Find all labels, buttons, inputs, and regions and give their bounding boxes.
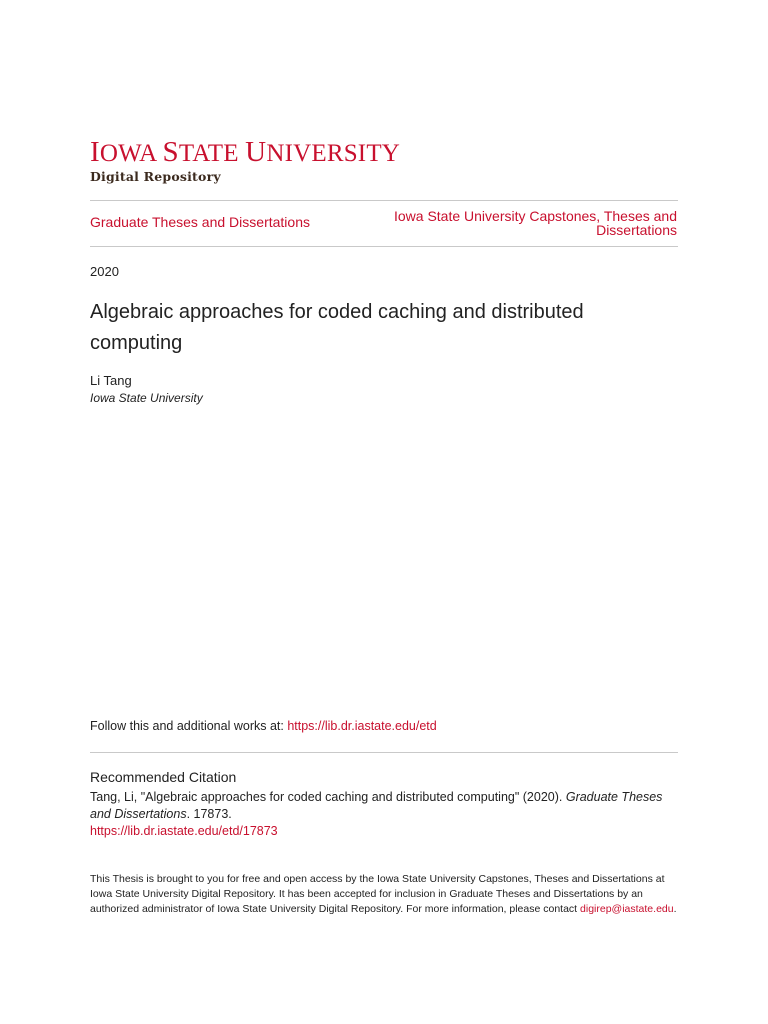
citation-text xyxy=(90,789,680,840)
logo-title xyxy=(90,138,400,168)
divider-top xyxy=(90,200,678,201)
follow-text: Follow this and additional works at: xyxy=(90,719,288,733)
citation-prefix: Tang, Li, "Algebraic approaches for coded caching and distributed computing" (2020). xyxy=(90,790,566,804)
divider-bottom xyxy=(90,752,678,753)
citation-suffix: . 17873. xyxy=(186,807,232,821)
thesis-title: Algebraic approaches for coded caching and distributed computing xyxy=(90,301,584,354)
series-link-capstones[interactable]: Iowa State University Capstones, Theses and Dissertations xyxy=(393,208,677,238)
publication-year: 2020 xyxy=(90,264,119,279)
logo-word: TATE xyxy=(178,140,246,167)
logo-letter: U xyxy=(245,136,267,168)
notice-text: This Thesis is brought to you for free and open access by the Iowa State University Capstones, Theses and Dissertations at Iowa State University Digital Repository. It has been accepted for inclusion in Graduate Theses and Dissertations by an authorized administrator of Iowa State University Digital Repository. For more information, please contact xyxy=(90,873,665,915)
series-link-graduate-theses[interactable]: Graduate Theses and Dissertations xyxy=(90,214,310,230)
citation-link[interactable]: https://lib.dr.iastate.edu/etd/17873 xyxy=(90,824,278,838)
recommended-citation-heading: Recommended Citation xyxy=(90,769,237,785)
citation-journal: Graduate Theses and Dissertations xyxy=(90,790,663,821)
follow-line xyxy=(90,719,437,733)
notice-end: . xyxy=(673,903,677,915)
author-affiliation: Iowa State University xyxy=(90,391,203,405)
logo-letter: I xyxy=(90,136,100,168)
logo-letter: S xyxy=(162,136,179,168)
divider-series xyxy=(90,246,678,247)
logo-word: OWA xyxy=(99,140,163,167)
etd-link[interactable]: https://lib.dr.iastate.edu/etd xyxy=(287,719,437,733)
author-name: Li Tang xyxy=(90,373,132,388)
repository-logo xyxy=(90,138,400,184)
contact-email-link[interactable]: digirep@iastate.edu xyxy=(580,903,674,915)
logo-subtitle: Digital Repository xyxy=(90,169,221,184)
access-notice xyxy=(90,872,680,917)
logo-word: NIVERSITY xyxy=(266,140,401,167)
